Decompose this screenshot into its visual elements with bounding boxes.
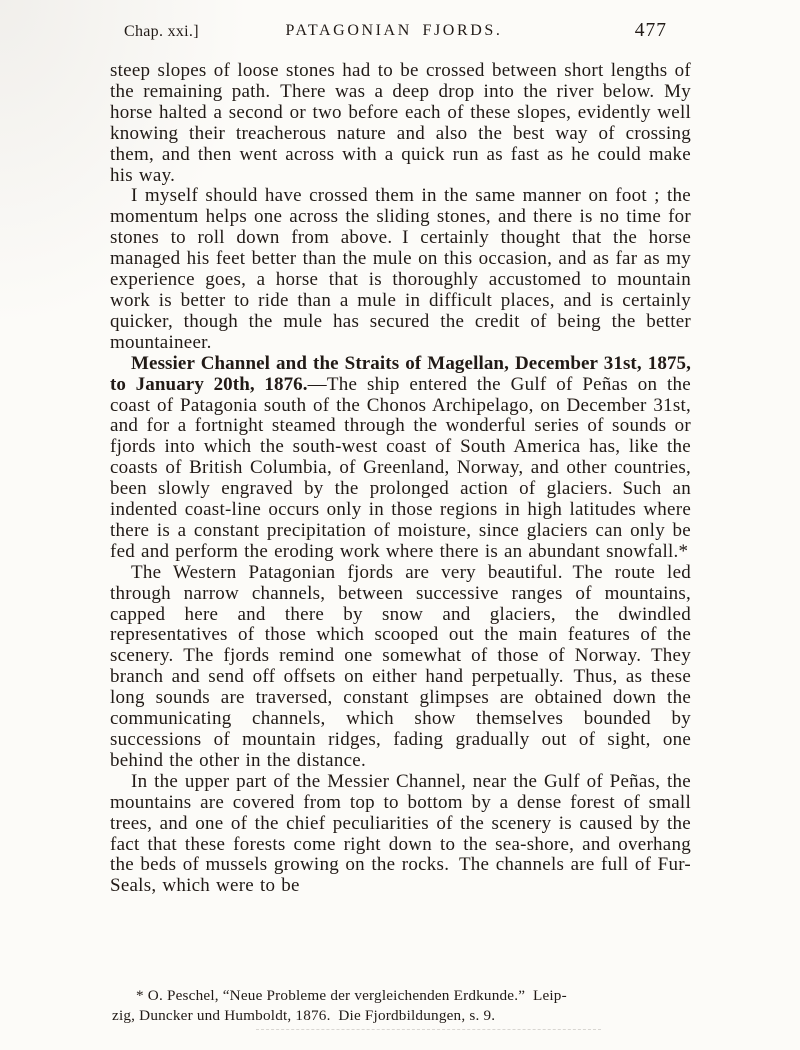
footnote-line: zig, Duncker und Humboldt, 1876. Die Fjordbildungen, s. 9.	[112, 1006, 496, 1024]
paragraph-text: —The ship entered the Gulf of Peñas on the coast of Patagonia south of the Chonos Archipelago, on December 31st, and for a fortnight steamed through the wonderful series of sounds or fjords into which the south-west coast of South America has, like the coasts of British Columbia, of Greenland, Norway, and other countries, been slowly engraved by the prolonged action of glaciers. Such an indented coast-line occurs only in those regions in high latitudes where there is a constant precipitation of moisture, since glaciers can only be fed and perform the eroding work where there is an abundant snowfall.*	[110, 373, 691, 562]
page-number: 477	[634, 20, 667, 41]
paragraph-text: The Western Patagonian fjords are very beautiful. The route led through narrow channels, between successive ranges of mountains, capped here and there by snow and glaciers, the dwindled representatives of those which scooped out the main features of the scenery. The fjords remind one somewhat of those of Norway. They branch and send off offsets on either hand perpetually. Thus, as these long sounds are traversed, constant glimpses are obtained down the communicating channels, which show themselves bounded by successions of mountain ridges, fading gradually out of sight, one behind the other in the distance.	[110, 561, 691, 771]
text-block	[110, 61, 691, 897]
footnote	[112, 986, 687, 1025]
paragraph-text: I myself should have crossed them in the same manner on foot ; the momentum helps one across the sliding stones, and there is no time for stones to roll down from above. I certainly thought that the horse managed his feet better than the mule on this occasion, and as far as my experience goes, a horse that is thoroughly accustomed to mountain work is better to ride than a mule in difficult places, and is certainly quicker, though the mule has secured the credit of being the better mountaineer.	[110, 185, 691, 353]
paragraph	[110, 186, 691, 353]
paragraph-text: In the upper part of the Messier Channel, near the Gulf of Peñas, the mountains are covered from top to bottom by a dense forest of small trees, and one of the chief peculiarities of the scenery is caused by the fact that these forests come right down to the sea-shore, and overhang the beds of mussels growing on the rocks. The channels are full of Fur-Seals, which were to be	[110, 770, 691, 897]
chapter-label: Chap. xxi.]	[124, 23, 199, 40]
paragraph-text: steep slopes of loose stones had to be crossed between short lengths of the remaining path. There was a deep drop into the river below. My horse halted a second or two before each of these slopes, evidently well knowing their treacherous nature and also the best way of crossing them, and then went across with a quick run as fast as he could make his way.	[110, 60, 691, 186]
footnote-line: * O. Peschel, “Neue Probleme der vergleichenden Erdkunde.” Leip-	[136, 987, 567, 1004]
paragraph	[110, 772, 691, 897]
scan-artifact-line	[256, 1029, 601, 1030]
page-header	[110, 20, 691, 46]
paragraph	[110, 563, 691, 772]
paragraph	[110, 354, 691, 563]
running-title: PATAGONIAN FJORDS.	[285, 22, 503, 39]
paragraph	[110, 61, 691, 186]
paragraph-bold-lead: Messier Channel and the Straits of Magellan, December 31st, 1875, to January 20th, 1876.	[110, 352, 691, 395]
